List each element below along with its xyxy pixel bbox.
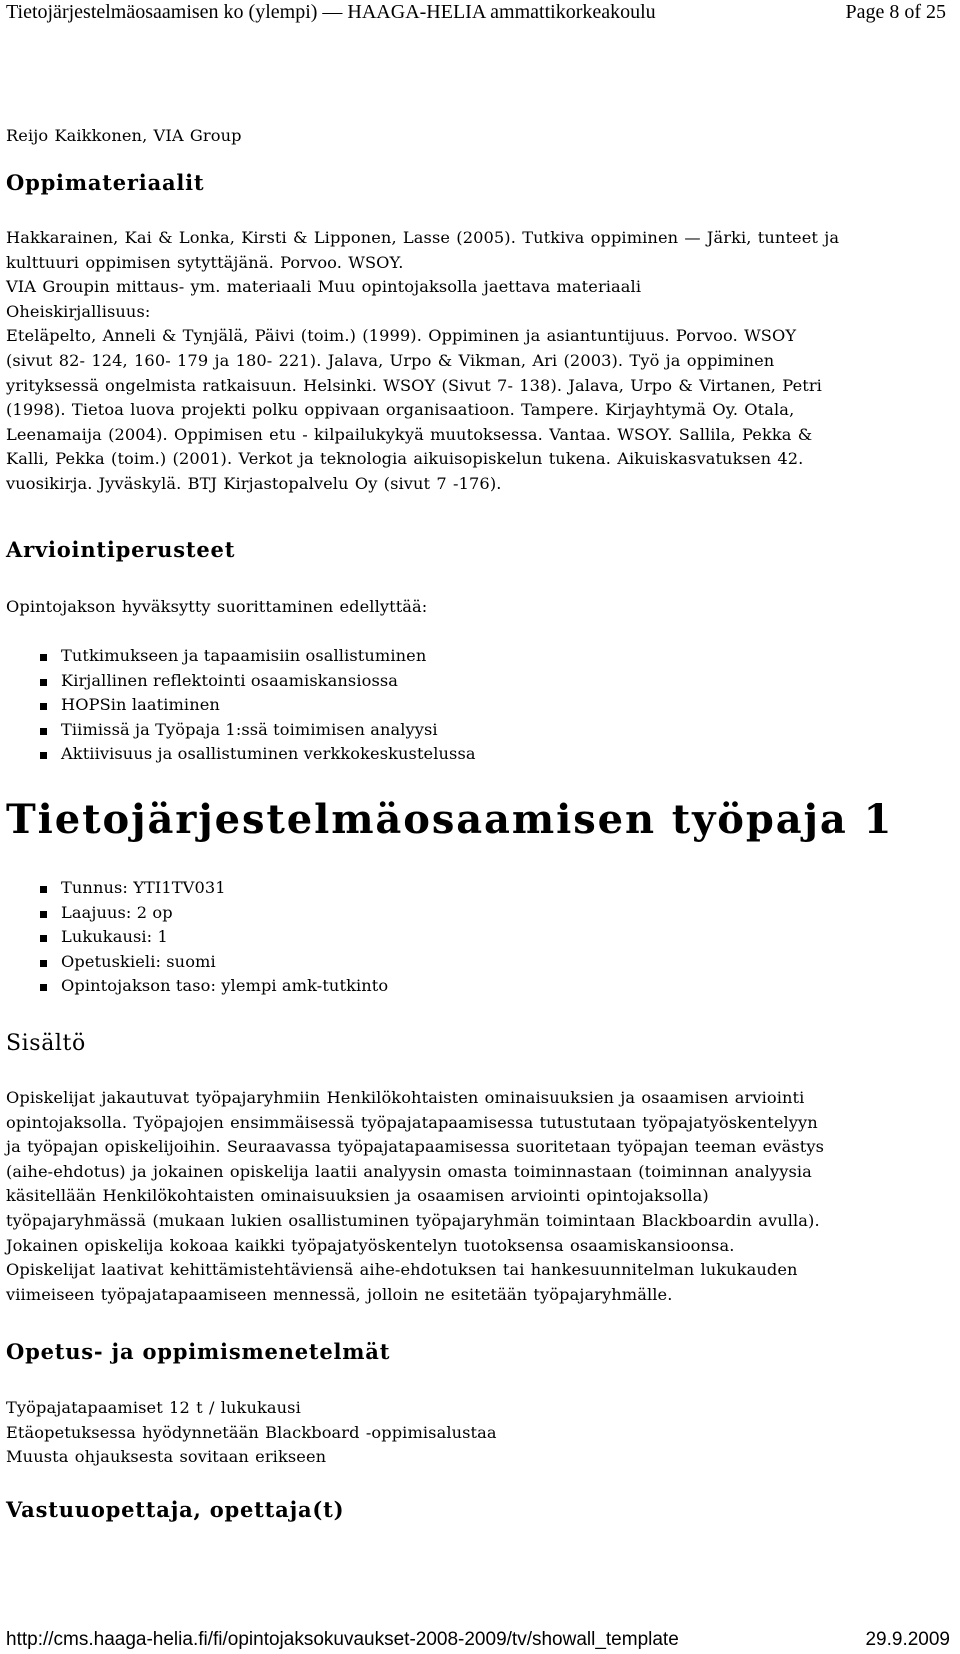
print-footer [6,1628,950,1652]
heading-vastuuopettaja: Vastuuopettaja, opettaja(t) [6,1497,345,1522]
list-item-text: Tiimissä ja Työpaja 1:ssä toimimisen analyysi [61,719,438,739]
bullet-icon [40,654,47,661]
list-item-text: Opintojakson taso: ylempi amk-tutkinto [61,976,389,995]
list-item [0,644,940,669]
print-header [6,0,946,24]
arviointi-intro: Opintojakson hyväksytty suorittaminen edellyttää: [6,597,428,616]
bullet-icon [40,911,47,918]
bullet-icon [40,960,47,967]
bullet-icon [40,728,47,735]
list-item [0,669,940,694]
list-item-text: Tunnus: YTI1TV031 [61,878,226,897]
list-item-text: Laajuus: 2 op [61,902,173,922]
text-line: ja työpajan opiskelijoihin. Seuraavassa työpajatapaamisessa suoritetaan työpajan teeman evästys [6,1137,825,1157]
footer-date: 29.9.2009 [865,1629,950,1650]
page-number: Page 8 of 25 [845,1,946,23]
list-item-text: Opetuskieli: suomi [61,951,216,971]
oppimateriaalit-text [6,226,952,497]
text-line: Opiskelijat jakautuvat työpajaryhmiin Henkilökohtaisten ominaisuuksien ja osaamisen arviointi [6,1088,805,1107]
text-line: opintojaksolla. Työpajojen ensimmäisessä työpajatapaamisessa tutustutaan työpajatyöskentelyyn [6,1112,818,1132]
list-item-text: HOPSin laatiminen [61,695,220,714]
opetus-text [6,1396,952,1470]
text-line: vuosikirja. Jyväskylä. BTJ Kirjastopalvelu Oy (sivut 7 -176). [6,473,502,493]
text-line: yrityksessä ongelmista ratkaisuun. Helsinki. WSOY (Sivut 7- 138). Jalava, Urpo & Virtanen, Petri [6,375,822,395]
bullet-icon [40,679,47,686]
print-header-title: Tietojärjestelmäosaamisen ko (ylempi) — HAAGA-HELIA ammattikorkeakoulu [6,1,656,23]
text-line: Hakkarainen, Kai & Lonka, Kirsti & Lipponen, Lasse (2005). Tutkiva oppiminen — Järki, tunteet ja [6,228,840,247]
text-line: Työpajatapaamiset 12 t / lukukausi [6,1398,301,1417]
teacher-line: Reijo Kaikkonen, VIA Group [6,126,242,145]
text-line: työpajaryhmässä (mukaan lukien osallistuminen työpajaryhmän toimintaan Blackboardin avulla). [6,1210,820,1230]
list-item-text: Lukukausi: 1 [61,927,168,946]
heading-arviointiperusteet: Arviointiperusteet [6,537,236,562]
course-facts-list [0,876,940,999]
list-item-text: Kirjallinen reflektointi osaamiskansiossa [61,670,399,690]
heading-opetus: Opetus- ja oppimismenetelmät [6,1339,391,1364]
bullet-icon [40,935,47,942]
text-line: Muusta ohjauksesta sovitaan erikseen [6,1447,327,1467]
list-item [0,876,940,901]
bullet-icon [40,886,47,893]
text-line: Kalli, Pekka (toim.) (2001). Verkot ja teknologia aikuisopiskelun tukena. Aikuiskasvatuksen 42. [6,449,804,469]
heading-sisalto: Sisältö [6,1031,86,1056]
footer-url: http://cms.haaga-helia.fi/fi/opintojaksokuvaukset-2008-2009/tv/showall_template [6,1629,679,1650]
list-item [0,718,940,743]
sisalto-text [6,1086,952,1307]
text-line: viimeiseen työpajatapaamiseen mennessä, jolloin ne esitetään työpajaryhmälle. [6,1284,673,1304]
text-line: VIA Groupin mittaus- ym. materiaali Muu opintojaksolla jaettava materiaali [6,277,642,297]
bullet-icon [40,984,47,991]
bullet-icon [40,703,47,710]
text-line: Leenamaija (2004). Oppimisen etu - kilpailukykyä muutoksessa. Vantaa. WSOY. Sallila, Pekka & [6,424,813,444]
text-line: Jokainen opiskelija kokoaa kaikki työpajatyöskentelyn tuotoksensa osaamiskansioonsa. [6,1235,735,1255]
bullet-icon [40,752,47,759]
text-line: (aihe-ehdotus) ja jokainen opiskelija laatii analyysin omasta toiminnastaan (toiminnan analyysia [6,1161,812,1181]
text-line: Etäopetuksessa hyödynnetään Blackboard -oppimisalustaa [6,1422,497,1442]
list-item [0,925,940,950]
text-line: (1998). Tietoa luova projekti polku oppivaan organisaatioon. Tampere. Kirjayhtymä Oy. Otala, [6,400,795,420]
heading-oppimateriaalit: Oppimateriaalit [6,170,205,195]
list-item-text: Aktiivisuus ja osallistuminen verkkokeskustelussa [61,744,476,763]
list-item [0,974,940,999]
text-line: (sivut 82- 124, 160- 179 ja 180- 221). Jalava, Urpo & Vikman, Ari (2003). Työ ja oppiminen [6,350,775,370]
text-line: kulttuuri oppimisen sytyttäjänä. Porvoo. WSOY. [6,252,404,272]
arviointi-list [0,644,940,767]
list-item [0,693,940,718]
list-item [0,742,940,767]
text-line: Oheiskirjallisuus: [6,301,151,321]
course-title: Tietojärjestelmäosaamisen työpaja 1 [6,796,894,843]
text-line: käsitellään Henkilökohtaisten ominaisuuksien ja osaamisen arviointi opintojaksolla) [6,1186,709,1206]
text-line: Opiskelijat laativat kehittämistehtäviensä aihe-ehdotuksen tai hankesuunnitelman lukukauden [6,1260,798,1280]
list-item [0,950,940,975]
list-item [0,901,940,926]
list-item-text: Tutkimukseen ja tapaamisiin osallistuminen [61,646,427,665]
text-line: Eteläpelto, Anneli & Tynjälä, Päivi (toim.) (1999). Oppiminen ja asiantuntijuus. Porvoo. WSOY [6,326,797,346]
